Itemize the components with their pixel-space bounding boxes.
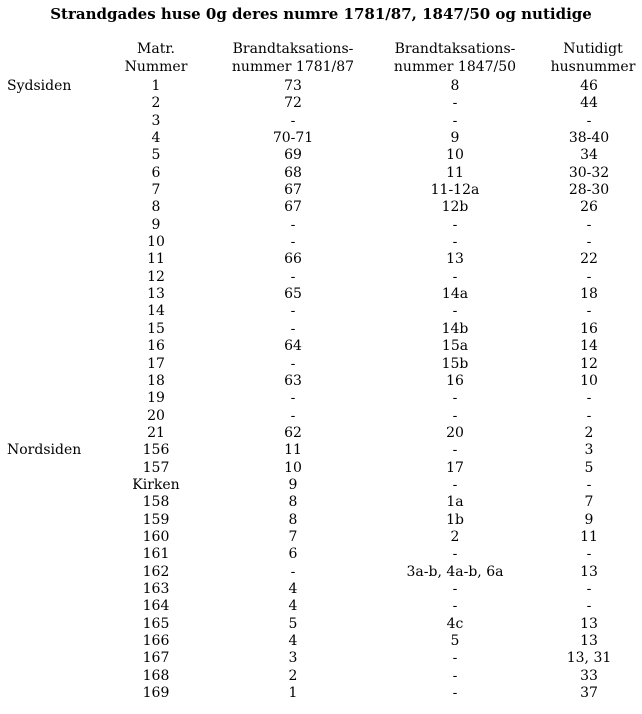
table-row xyxy=(0,512,642,529)
cell-matr-nummer: 9 xyxy=(151,216,161,233)
cell-brandtaksation-1847: 8 xyxy=(450,78,460,94)
cell-brandtaksation-1847: - xyxy=(452,598,458,615)
cell-brandtaksation-1781: 67 xyxy=(284,182,302,199)
table-row xyxy=(0,408,642,425)
cell-brandtaksation-1781: 64 xyxy=(284,338,302,355)
cell-nutidigt-husnummer: 13 xyxy=(580,563,598,580)
cell-brandtaksation-1847: 1a xyxy=(446,494,464,511)
cell-brandtaksation-1847: 3a-b, 4a-b, 6a xyxy=(406,563,504,580)
cell-brandtaksation-1847: 13 xyxy=(446,251,464,268)
cell-nutidigt-husnummer: 3 xyxy=(584,442,594,459)
table-row xyxy=(0,182,642,199)
cell-brandtaksation-1781: 3 xyxy=(288,650,298,667)
cell-brandtaksation-1847: - xyxy=(452,650,458,667)
table-row xyxy=(0,390,642,407)
cell-matr-nummer: 168 xyxy=(142,667,170,684)
cell-brandtaksation-1781: 7 xyxy=(288,528,298,545)
header-line: nummer 1781/87 xyxy=(231,59,355,75)
cell-matr-nummer: 16 xyxy=(147,338,165,355)
cell-brandtaksation-1781: 4 xyxy=(288,598,298,615)
cell-nutidigt-husnummer: 22 xyxy=(580,251,598,268)
header-brandtaksation-1847 xyxy=(375,40,535,76)
cell-matr-nummer: 1 xyxy=(151,78,161,94)
table-row xyxy=(0,529,642,546)
cell-matr-nummer: 167 xyxy=(142,650,170,667)
cell-brandtaksation-1847: 15b xyxy=(441,355,469,372)
cell-matr-nummer: 8 xyxy=(151,199,161,216)
cell-nutidigt-husnummer: - xyxy=(586,234,592,251)
cell-brandtaksation-1781: - xyxy=(290,268,296,285)
row-side-label: Sydsiden xyxy=(7,78,72,94)
cell-brandtaksation-1847: - xyxy=(452,95,458,112)
row-side-label: Nordsiden xyxy=(7,442,82,459)
cell-brandtaksation-1781: 62 xyxy=(284,424,302,441)
table-row xyxy=(0,130,642,147)
cell-nutidigt-husnummer: 26 xyxy=(580,199,598,216)
cell-matr-nummer: 7 xyxy=(151,182,161,199)
table-row xyxy=(0,477,642,494)
cell-nutidigt-husnummer: 13, 31 xyxy=(566,650,612,667)
cell-matr-nummer: 19 xyxy=(147,390,165,407)
cell-matr-nummer: Kirken xyxy=(132,476,180,493)
cell-nutidigt-husnummer: 46 xyxy=(580,78,598,94)
cell-nutidigt-husnummer: 28-30 xyxy=(568,182,610,199)
cell-nutidigt-husnummer: 13 xyxy=(580,633,598,649)
table-row xyxy=(0,564,642,581)
cell-brandtaksation-1847: 14a xyxy=(441,286,469,303)
cell-brandtaksation-1781: - xyxy=(290,112,296,129)
cell-nutidigt-husnummer: - xyxy=(586,407,592,424)
cell-brandtaksation-1781: 2 xyxy=(288,667,298,684)
cell-nutidigt-husnummer: 12 xyxy=(580,355,598,372)
cell-matr-nummer: 21 xyxy=(147,424,165,441)
cell-brandtaksation-1781: - xyxy=(290,407,296,424)
cell-matr-nummer: 20 xyxy=(147,407,165,424)
cell-brandtaksation-1847: - xyxy=(452,407,458,424)
table-row xyxy=(0,425,642,442)
table-row xyxy=(0,373,642,390)
cell-brandtaksation-1781: 69 xyxy=(284,147,302,164)
cell-brandtaksation-1781: 4 xyxy=(288,580,298,597)
table-row xyxy=(0,165,642,182)
cell-matr-nummer: 4 xyxy=(151,130,161,147)
cell-matr-nummer: 2 xyxy=(151,95,161,112)
cell-brandtaksation-1847: - xyxy=(452,268,458,285)
header-line: husnummer xyxy=(550,59,636,75)
table-row xyxy=(0,685,642,702)
cell-matr-nummer: 3 xyxy=(151,112,161,129)
cell-matr-nummer: 160 xyxy=(142,528,170,545)
table-row xyxy=(0,581,642,598)
cell-brandtaksation-1847: - xyxy=(452,442,458,459)
table-row xyxy=(0,598,642,615)
table-row xyxy=(0,269,642,286)
cell-nutidigt-husnummer: 18 xyxy=(580,286,598,303)
table-row xyxy=(0,650,642,667)
cell-matr-nummer: 14 xyxy=(147,303,165,320)
cell-nutidigt-husnummer: 16 xyxy=(580,320,598,337)
cell-brandtaksation-1847: 17 xyxy=(446,459,464,476)
cell-nutidigt-husnummer: 34 xyxy=(580,147,598,164)
cell-matr-nummer: 157 xyxy=(142,459,170,476)
cell-brandtaksation-1781: 73 xyxy=(284,78,302,94)
cell-nutidigt-husnummer: 13 xyxy=(580,615,598,632)
cell-brandtaksation-1781: 8 xyxy=(288,511,298,528)
cell-brandtaksation-1781: 65 xyxy=(284,286,302,303)
cell-brandtaksation-1847: 11-12a xyxy=(430,182,480,199)
table-row xyxy=(0,494,642,511)
cell-nutidigt-husnummer: - xyxy=(586,546,592,563)
cell-brandtaksation-1781: - xyxy=(290,216,296,233)
header-line: nummer 1847/50 xyxy=(393,59,517,75)
cell-brandtaksation-1847: 5 xyxy=(450,633,460,649)
cell-brandtaksation-1847: - xyxy=(452,685,458,702)
cell-matr-nummer: 18 xyxy=(147,372,165,389)
table-row xyxy=(0,616,642,633)
cell-brandtaksation-1847: 15a xyxy=(441,338,469,355)
cell-brandtaksation-1781: - xyxy=(290,563,296,580)
cell-nutidigt-husnummer: 14 xyxy=(580,338,598,355)
cell-nutidigt-husnummer: 11 xyxy=(580,528,598,545)
table-row xyxy=(0,95,642,112)
table-row xyxy=(0,147,642,164)
cell-brandtaksation-1847: 2 xyxy=(450,528,460,545)
table-row xyxy=(0,321,642,338)
cell-brandtaksation-1781: 11 xyxy=(284,442,302,459)
cell-brandtaksation-1847: - xyxy=(452,112,458,129)
cell-matr-nummer: 169 xyxy=(142,685,170,702)
cell-nutidigt-husnummer: - xyxy=(586,390,592,407)
cell-matr-nummer: 158 xyxy=(142,494,170,511)
cell-matr-nummer: 11 xyxy=(147,251,165,268)
table-row xyxy=(0,303,642,320)
table-row xyxy=(0,286,642,303)
cell-nutidigt-husnummer: 38-40 xyxy=(568,130,610,147)
cell-brandtaksation-1847: - xyxy=(452,303,458,320)
cell-matr-nummer: 12 xyxy=(147,268,165,285)
table-row xyxy=(0,633,642,650)
cell-matr-nummer: 165 xyxy=(142,615,170,632)
cell-brandtaksation-1847: 11 xyxy=(446,164,464,181)
header-line: Nutidigt xyxy=(563,41,623,57)
cell-nutidigt-husnummer: 44 xyxy=(580,95,598,112)
cell-brandtaksation-1847: - xyxy=(452,580,458,597)
cell-brandtaksation-1781: 4 xyxy=(288,633,298,649)
cell-matr-nummer: 166 xyxy=(142,633,170,649)
table-row xyxy=(0,356,642,373)
cell-brandtaksation-1781: 5 xyxy=(288,615,298,632)
cell-brandtaksation-1847: 9 xyxy=(450,130,460,147)
cell-matr-nummer: 17 xyxy=(147,355,165,372)
cell-brandtaksation-1781: 8 xyxy=(288,494,298,511)
cell-nutidigt-husnummer: - xyxy=(586,476,592,493)
cell-nutidigt-husnummer: 5 xyxy=(584,459,594,476)
cell-brandtaksation-1781: 63 xyxy=(284,372,302,389)
cell-nutidigt-husnummer: 7 xyxy=(584,494,594,511)
header-line: Nummer xyxy=(124,59,188,75)
cell-brandtaksation-1781: 68 xyxy=(284,164,302,181)
cell-brandtaksation-1781: - xyxy=(290,355,296,372)
table-row xyxy=(0,78,642,95)
cell-brandtaksation-1847: 4c xyxy=(446,615,464,632)
cell-brandtaksation-1781: 6 xyxy=(288,546,298,563)
cell-brandtaksation-1847: - xyxy=(452,476,458,493)
cell-nutidigt-husnummer: - xyxy=(586,580,592,597)
cell-nutidigt-husnummer: 9 xyxy=(584,511,594,528)
header-line: Brandtaksations- xyxy=(394,41,516,57)
cell-matr-nummer: 159 xyxy=(142,511,170,528)
cell-brandtaksation-1847: 14b xyxy=(441,320,469,337)
cell-nutidigt-husnummer: - xyxy=(586,112,592,129)
cell-brandtaksation-1781: - xyxy=(290,234,296,251)
table-row xyxy=(0,113,642,130)
cell-nutidigt-husnummer: 2 xyxy=(584,424,594,441)
cell-nutidigt-husnummer: - xyxy=(586,268,592,285)
table-row xyxy=(0,199,642,216)
cell-brandtaksation-1781: - xyxy=(290,303,296,320)
cell-matr-nummer: 162 xyxy=(142,563,170,580)
cell-matr-nummer: 164 xyxy=(142,598,170,615)
table-row xyxy=(0,546,642,563)
table-row xyxy=(0,234,642,251)
cell-brandtaksation-1847: - xyxy=(452,234,458,251)
page-title: Strandgades huse 0g deres numre 1781/87, 1847/50 og nutidige xyxy=(50,5,592,23)
cell-matr-nummer: 5 xyxy=(151,147,161,164)
cell-brandtaksation-1847: 1b xyxy=(446,511,464,528)
cell-brandtaksation-1781: 10 xyxy=(284,459,302,476)
cell-matr-nummer: 6 xyxy=(151,164,161,181)
cell-nutidigt-husnummer: 30-32 xyxy=(568,164,610,181)
header-line: Brandtaksations- xyxy=(232,41,354,57)
cell-brandtaksation-1847: - xyxy=(452,390,458,407)
table-row xyxy=(0,442,642,459)
cell-brandtaksation-1847: - xyxy=(452,667,458,684)
cell-brandtaksation-1781: - xyxy=(290,390,296,407)
cell-nutidigt-husnummer: 37 xyxy=(580,685,598,702)
table-row xyxy=(0,460,642,477)
cell-brandtaksation-1847: - xyxy=(452,546,458,563)
cell-brandtaksation-1781: 70-71 xyxy=(272,130,314,147)
header-matr-nummer xyxy=(118,40,194,76)
cell-matr-nummer: 156 xyxy=(142,442,170,459)
table-row xyxy=(0,338,642,355)
cell-matr-nummer: 13 xyxy=(147,286,165,303)
cell-brandtaksation-1781: 66 xyxy=(284,251,302,268)
cell-brandtaksation-1847: 12b xyxy=(441,199,469,216)
cell-brandtaksation-1781: - xyxy=(290,320,296,337)
cell-nutidigt-husnummer: - xyxy=(586,216,592,233)
header-nutidigt-husnummer xyxy=(548,40,638,76)
cell-matr-nummer: 161 xyxy=(142,546,170,563)
cell-nutidigt-husnummer: - xyxy=(586,598,592,615)
cell-brandtaksation-1781: 67 xyxy=(284,199,302,216)
table-row xyxy=(0,217,642,234)
table-row xyxy=(0,668,642,685)
cell-brandtaksation-1847: 16 xyxy=(446,372,464,389)
header-line: Matr. xyxy=(137,41,175,57)
table-body xyxy=(0,78,642,702)
cell-brandtaksation-1847: 10 xyxy=(446,147,464,164)
cell-matr-nummer: 10 xyxy=(147,234,165,251)
cell-brandtaksation-1781: 72 xyxy=(284,95,302,112)
table-row xyxy=(0,251,642,268)
cell-brandtaksation-1781: 1 xyxy=(288,685,298,702)
cell-brandtaksation-1847: - xyxy=(452,216,458,233)
cell-matr-nummer: 15 xyxy=(147,320,165,337)
cell-brandtaksation-1847: 20 xyxy=(446,424,464,441)
cell-matr-nummer: 163 xyxy=(142,580,170,597)
cell-nutidigt-husnummer: 10 xyxy=(580,372,598,389)
cell-brandtaksation-1781: 9 xyxy=(288,476,298,493)
cell-nutidigt-husnummer: 33 xyxy=(580,667,598,684)
cell-nutidigt-husnummer: - xyxy=(586,303,592,320)
header-brandtaksation-1781 xyxy=(213,40,373,76)
